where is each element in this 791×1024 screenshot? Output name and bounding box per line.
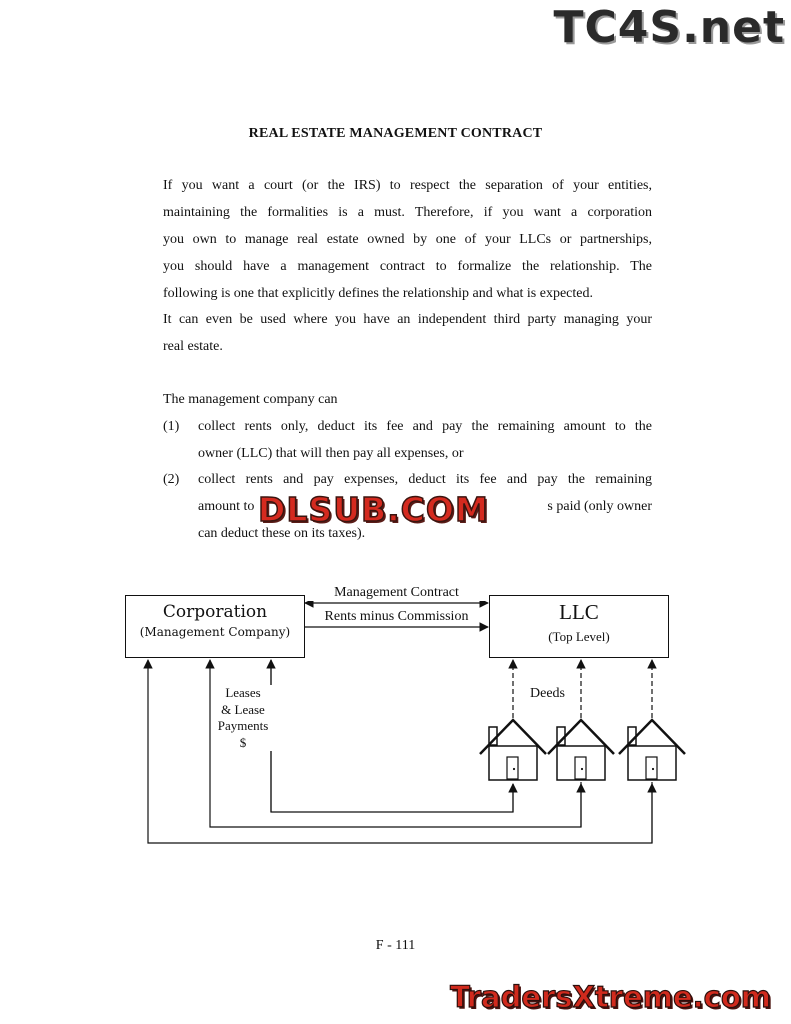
llc-box xyxy=(489,595,669,658)
option-number: (2) xyxy=(163,472,180,487)
house-icon xyxy=(480,720,546,780)
intro-line: maintaining the formalities is a must. Therefore, if you want a corporation xyxy=(163,205,652,220)
intro-line: If you want a court (or the IRS) to respect the separation of your entities, xyxy=(163,178,652,193)
corporation-box xyxy=(125,595,305,658)
llc-subtitle: (Top Level) xyxy=(548,629,610,644)
options-intro: The management company can xyxy=(163,392,338,407)
intro-line: following is one that explicitly defines the relationship and what is expected. xyxy=(163,286,594,301)
option-line: collect rents only, deduct its fee and pay the remaining amount to the xyxy=(198,419,652,434)
option-line: s paid (only owner xyxy=(547,499,652,514)
intro-line: you own to manage real estate owned by one of your LLCs or partnerships, xyxy=(163,232,652,247)
intro-line: real estate. xyxy=(163,339,223,354)
leases-label xyxy=(212,685,274,751)
watermark-tc4s: TC4S.net xyxy=(553,2,785,53)
house-icon xyxy=(619,720,685,780)
intro-line: you should have a management contract to formalize the relationship. The xyxy=(163,259,652,274)
document-title: REAL ESTATE MANAGEMENT CONTRACT xyxy=(248,126,543,141)
llc-title: LLC xyxy=(559,600,599,624)
option-line: collect rents and pay expenses, deduct its fee and pay the remaining xyxy=(198,472,652,487)
management-contract-label: Management Contract xyxy=(305,585,488,601)
option-line: amount to xyxy=(198,499,255,514)
intro-line: It can even be used where you have an independent third party managing your xyxy=(163,312,652,327)
watermark-tradersxtreme: TradersXtreme.com xyxy=(450,980,771,1014)
watermark-dlsub: DLSUB.COM xyxy=(258,490,489,529)
rents-minus-commission-label: Rents minus Commission xyxy=(324,609,469,624)
leases-label-line: & Lease xyxy=(221,701,265,717)
corporation-subtitle: (Management Company) xyxy=(139,625,291,639)
option-number: (1) xyxy=(163,419,180,434)
option-line: can deduct these on its taxes). xyxy=(198,526,366,541)
deeds-label: Deeds xyxy=(530,686,565,701)
leases-label-line: $ xyxy=(239,734,247,750)
corporation-title: Corporation xyxy=(162,602,268,622)
page-number: F - 111 xyxy=(375,938,416,953)
option-line: owner (LLC) that will then pay all expenses, or xyxy=(198,446,464,461)
leases-label-line: Payments xyxy=(217,718,269,733)
house-icon xyxy=(548,720,614,780)
leases-label-line: Leases xyxy=(225,685,261,700)
